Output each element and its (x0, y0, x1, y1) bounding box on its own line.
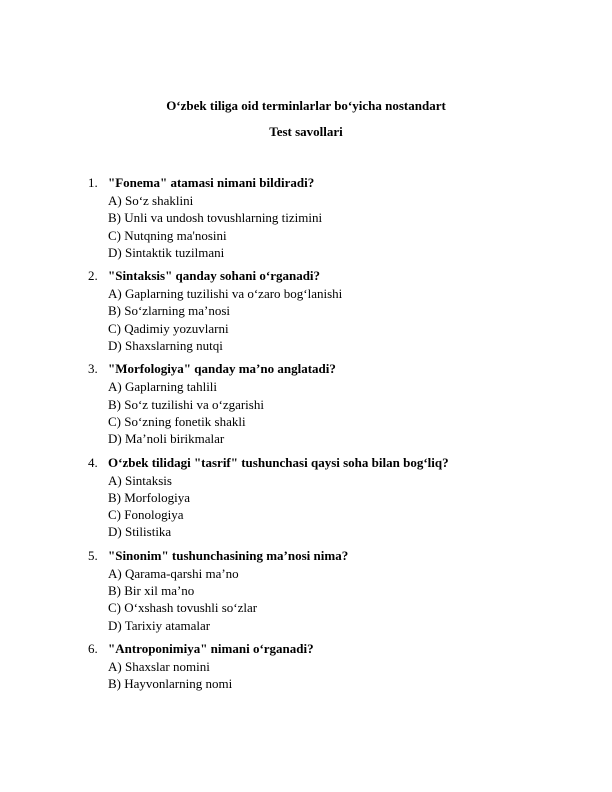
question-line (88, 267, 568, 285)
answer-option: C) O‘xshash tovushli so‘zlar (108, 600, 258, 616)
question-number: 4. (88, 454, 98, 470)
answer-option: B) So‘z tuzilishi va o‘zgarishi (108, 396, 264, 412)
answer-option: B) Bir xil ma’no (108, 583, 195, 599)
question-line (88, 547, 568, 565)
document-subtitle: Test savollari (269, 124, 343, 139)
answer-option: C) Qadimiy yozuvlarni (108, 320, 229, 336)
question-number: 5. (88, 547, 98, 563)
answer-option: B) Morfologiya (108, 489, 190, 505)
question-text: O‘zbek tilidagi "tasrif" tushunchasi qaysi soha bilan bog‘liq? (108, 454, 449, 470)
answer-option: D) Stilistika (108, 524, 172, 540)
answer-options (88, 285, 568, 354)
answer-option: D) Shaxslarning nutqi (108, 338, 223, 354)
question-line (88, 360, 568, 378)
answer-options (88, 472, 568, 541)
question-number: 2. (88, 268, 98, 284)
answer-option: A) Gaplarning tuzilishi va o‘zaro bog‘lanishi (108, 286, 343, 302)
answer-option: B) So‘zlarning ma’nosi (108, 303, 231, 319)
question-item (88, 454, 568, 541)
answer-option: C) So‘zning fonetik shakli (108, 413, 246, 429)
question-list (88, 174, 568, 699)
question-text: "Morfologiya" qanday ma’no anglatadi? (108, 361, 336, 377)
answer-options (88, 658, 568, 693)
question-item (88, 360, 568, 447)
answer-option: B) Unli va undosh tovushlarning tizimini (108, 210, 323, 226)
question-item (88, 640, 568, 693)
question-item (88, 547, 568, 634)
answer-option: C) Nutqning ma'nosini (108, 227, 227, 243)
question-line (88, 640, 568, 658)
answer-option: A) Qarama-qarshi ma’no (108, 565, 239, 581)
answer-option: A) Gaplarning tahlili (108, 379, 218, 395)
question-text: "Fonema" atamasi nimani bildiradi? (108, 175, 315, 190)
question-text: "Sinonim" tushunchasining ma’nosi nima? (108, 547, 349, 563)
answer-option: B) Hayvonlarning nomi (108, 676, 233, 692)
question-line (88, 174, 568, 192)
document-title: O‘zbek tiliga oid terminlarlar bo‘yicha nostandart (166, 98, 446, 113)
answer-options (88, 565, 568, 634)
answer-option: A) Sintaksis (108, 472, 172, 488)
answer-option: A) So‘z shaklini (108, 193, 194, 208)
answer-option: D) Tarixiy atamalar (108, 617, 211, 633)
answer-option: D) Sintaktik tuzilmani (108, 244, 225, 260)
question-item (88, 174, 568, 261)
question-text: "Antroponimiya" nimani o‘rganadi? (108, 640, 314, 656)
question-line (88, 454, 568, 472)
answer-options (88, 192, 568, 261)
question-item (88, 267, 568, 354)
question-number: 6. (88, 640, 98, 656)
answer-option: D) Ma’noli birikmalar (108, 431, 225, 447)
answer-options (88, 378, 568, 447)
answer-option: C) Fonologiya (108, 507, 184, 523)
question-number: 1. (88, 175, 98, 190)
answer-option: A) Shaxslar nomini (108, 658, 210, 674)
question-number: 3. (88, 361, 98, 377)
question-text: "Sintaksis" qanday sohani o‘rganadi? (108, 268, 321, 284)
